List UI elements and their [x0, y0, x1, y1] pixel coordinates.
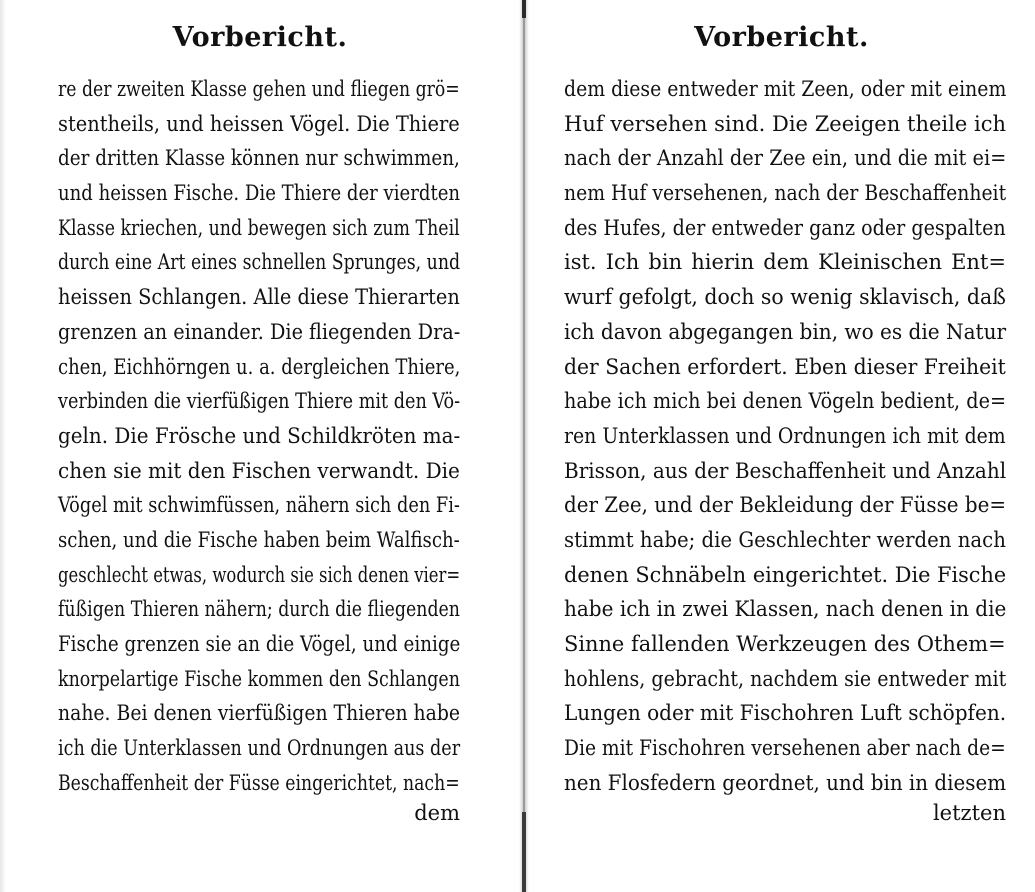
text-line: der Zee, und der Bekleidung der Füsse be=	[564, 493, 1007, 518]
text-line: heissen Schlangen. Alle diese Thierarten	[58, 285, 460, 310]
page-body	[58, 72, 460, 800]
text-line: geschlecht etwas, wodurch sie sich denen vier=	[58, 562, 461, 587]
text-line: füßigen Thieren nähern; durch die fliegenden	[58, 597, 460, 622]
text-line: habe ich in zwei Klassen, nach denen in die	[564, 597, 1007, 622]
text-line: Fische grenzen sie an die Vögel, und einige	[58, 632, 461, 656]
text-line: der Sachen erfordert. Eben dieser Freiheit	[564, 354, 1006, 379]
text-line: dem diese entweder mit Zeen, oder mit einem	[564, 77, 1007, 101]
text-line: nen Flosfedern geordnet, und bin in diesem	[564, 770, 1007, 795]
text-line: verbinden die vierfüßigen Thiere mit den Vö-	[58, 389, 461, 414]
text-line: knorpelartige Fische kommen den Schlangen	[58, 666, 460, 691]
text-line: nach der Anzahl der Zee ein, und die mit ei=	[564, 146, 1007, 171]
text-line: chen, Eichhörngen u. a. dergleichen Thiere,	[58, 354, 461, 379]
text-line: ich davon abgegangen bin, wo es die Natur	[564, 319, 1007, 344]
text-line: und heissen Fische. Die Thiere der vierdten	[58, 181, 461, 206]
text-line: wurf gefolgt, doch so wenig sklavisch, daß	[564, 285, 1006, 310]
page-edge	[0, 0, 6, 892]
text-line: Huf versehen sind. Die Zeeigen theile ich	[564, 111, 1006, 136]
text-line: stimmt habe; die Geschlechter werden nach	[564, 527, 1006, 552]
text-line: der dritten Klasse können nur schwimmen,	[58, 146, 460, 171]
text-line: durch eine Art eines schnellen Sprunges, und	[58, 250, 461, 275]
text-line: Vögel mit schwimfüssen, nähern sich den Fi-	[58, 493, 460, 518]
text-line: ich die Unterklassen und Ordnungen aus der	[58, 736, 461, 761]
text-line: Die mit Fischohren versehenen aber nach de=	[564, 736, 1006, 761]
text-line: re der zweiten Klasse gehen und fliegen grö=	[58, 77, 460, 101]
text-line: hohlens, gebracht, nachdem sie entweder mit	[564, 666, 1007, 691]
gutter-shadow	[522, 0, 526, 18]
right-page	[528, 0, 1035, 892]
text-line: geln. Die Frösche und Schildkröten ma-	[58, 423, 461, 448]
text-line: nahe. Bei denen vierfüßigen Thieren habe	[58, 701, 461, 726]
page-header: Vorbericht.	[694, 22, 869, 53]
page-body	[564, 72, 1006, 800]
text-line: des Hufes, der entweder ganz oder gespalten	[564, 215, 1006, 240]
text-line: Brisson, aus der Beschaffenheit und Anzahl	[564, 458, 1007, 483]
text-line: ren Unterklassen und Ordnungen ich mit dem	[564, 423, 1006, 448]
text-line: ist. Ich bin hierin dem Kleinischen Ent=	[564, 250, 1006, 275]
text-line: nem Huf versehenen, nach der Beschaffenheit	[564, 181, 1007, 206]
text-line: chen sie mit den Fischen verwandt. Die	[58, 458, 460, 483]
catchword: letzten	[932, 801, 1006, 825]
text-line: Klasse kriechen, und bewegen sich zum Theil	[58, 215, 460, 240]
catchword: dem	[414, 801, 460, 825]
text-line: stentheils, und heissen Vögel. Die Thiere	[58, 111, 460, 136]
text-line: Beschaffenheit der Füsse eingerichtet, nach=	[58, 770, 460, 795]
text-line: schen, und die Fische haben beim Walfisch-	[58, 527, 460, 552]
text-line: grenzen an einander. Die fliegenden Dra-	[58, 319, 461, 344]
text-line: habe ich mich bei denen Vögeln bedient, de=	[564, 389, 1007, 414]
text-line: denen Schnäbeln eingerichtet. Die Fische	[564, 562, 1007, 587]
text-line: Lungen oder mit Fischohren Luft schöpfen.	[564, 701, 1007, 726]
page-header: Vorbericht.	[172, 22, 348, 53]
text-line: Sinne fallenden Werkzeugen des Othem=	[564, 632, 1006, 656]
gutter-shadow	[522, 812, 526, 892]
